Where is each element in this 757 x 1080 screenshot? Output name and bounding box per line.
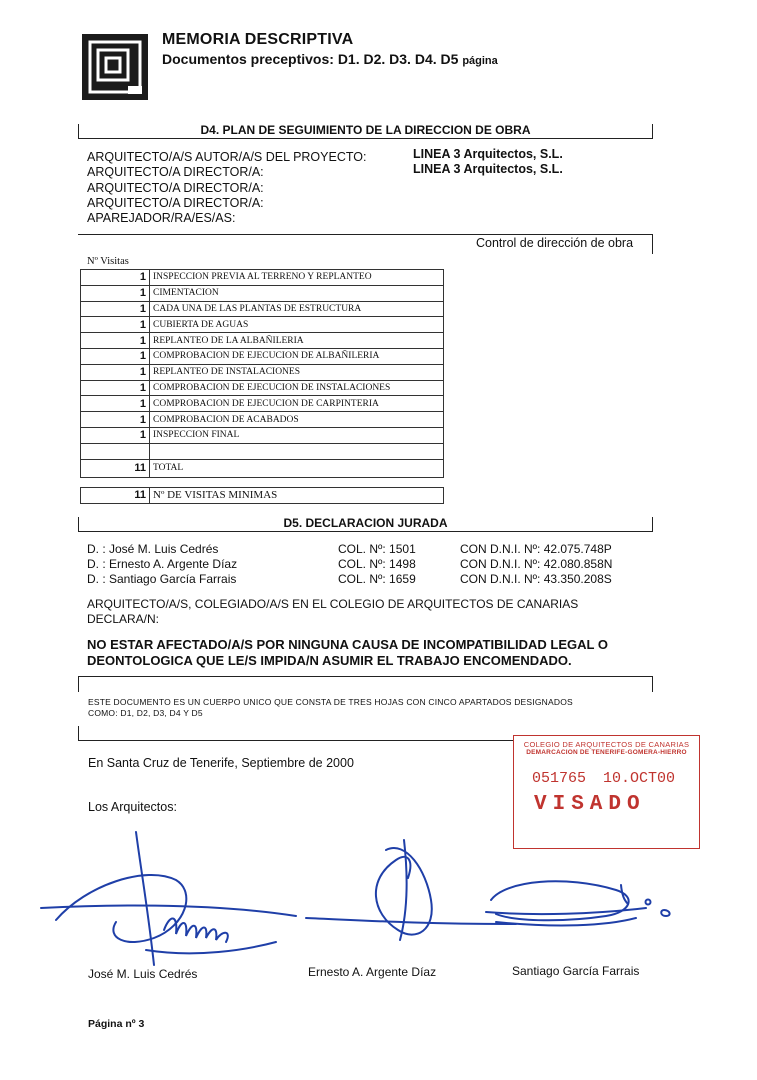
visits-label: INSPECCION FINAL	[150, 427, 444, 443]
roles-list	[87, 150, 366, 226]
visits-count: 1	[81, 427, 150, 443]
table-row	[81, 364, 444, 380]
document-title: MEMORIA DESCRIPTIVA	[162, 31, 354, 48]
visits-count: 1	[81, 364, 150, 380]
table-row	[81, 412, 444, 428]
visits-label: COMPROBACION DE EJECUCION DE CARPINTERIA	[150, 396, 444, 412]
person-name: D. : Santiago García Farrais	[87, 572, 237, 586]
section-rule	[78, 531, 653, 532]
role-value: LINEA 3 Arquitectos, S.L.	[413, 162, 563, 177]
visits-label: Nº DE VISITAS MINIMAS	[150, 488, 444, 504]
table-row	[81, 301, 444, 317]
signatures-drawing	[36, 830, 716, 970]
place-date: En Santa Cruz de Tenerife, Septiembre de 2000	[88, 756, 354, 770]
role-value: LINEA 3 Arquitectos, S.L.	[413, 147, 563, 161]
role-label: APAREJADOR/RA/ES/AS:	[87, 211, 236, 226]
role-values	[413, 147, 563, 178]
visits-count: 1	[81, 317, 150, 333]
visado-stamp: COLEGIO DE ARQUITECTOS DE CANARIAS DEMARCACION DE TENERIFE-GOMERA-HIERRO 051765 10.OCT00 VISADO	[513, 735, 700, 849]
role-label: ARQUITECTO/A/S AUTOR/A/S DEL PROYECTO:	[87, 150, 367, 164]
collegiate-number: COL. Nº: 1659	[338, 572, 416, 586]
signature-stroke	[136, 832, 154, 965]
visits-label: TOTAL	[150, 459, 444, 477]
section-d5-title: D5. DECLARACION JURADA	[283, 516, 448, 530]
visits-count: 1	[81, 270, 150, 286]
stamp-visado: VISADO	[534, 793, 646, 816]
visits-table	[80, 269, 444, 478]
visits-label: INSPECCION PREVIA AL TERRENO Y REPLANTEO	[150, 270, 444, 286]
page-number: Página nº 3	[88, 1018, 145, 1030]
table-row	[81, 270, 444, 286]
visits-count: 1	[81, 380, 150, 396]
blank-cell	[150, 443, 444, 459]
table-row	[81, 427, 444, 443]
control-label: Control de dirección de obra	[476, 236, 634, 250]
dni-number: CON D.N.I. Nº: 42.080.858N	[460, 557, 613, 571]
collegiate-number: COL. Nº: 1498	[338, 557, 416, 571]
signatory-name: José M. Luis Cedrés	[88, 967, 198, 981]
minimum-visits-table	[80, 487, 444, 504]
visits-label: COMPROBACION DE ACABADOS	[150, 412, 444, 428]
visits-count: 11	[81, 488, 150, 504]
note-rule-bottom	[78, 740, 513, 741]
dni-number: CON D.N.I. Nº: 43.350.208S	[460, 572, 612, 586]
declaration-text: ARQUITECTO/A/S, COLEGIADO/A/S EN EL COLEGIO DE ARQUITECTOS DE CANARIAS DECLARA/N:	[87, 597, 579, 626]
table-row	[81, 285, 444, 301]
table-row	[81, 396, 444, 412]
visits-count: 1	[81, 348, 150, 364]
signatory-name: Ernesto A. Argente Díaz	[308, 965, 437, 979]
rule-tick	[78, 726, 79, 740]
role-label: ARQUITECTO/A DIRECTOR/A:	[87, 165, 264, 180]
section-rule	[78, 138, 653, 139]
section-rule	[78, 234, 653, 235]
total-row	[81, 459, 444, 477]
person-name: D. : Ernesto A. Argente Díaz	[87, 557, 238, 571]
role-label: ARQUITECTO/A DIRECTOR/A:	[87, 195, 264, 210]
visits-label: CIMENTACION	[150, 285, 444, 301]
persons-dni	[460, 542, 612, 587]
visits-count: 1	[81, 285, 150, 301]
visits-count: 1	[81, 333, 150, 349]
rule-tick	[652, 234, 653, 254]
signatures-label: Los Arquitectos:	[88, 800, 177, 814]
visits-count: 1	[81, 396, 150, 412]
rule-tick	[652, 676, 653, 692]
visits-label: CADA UNA DE LAS PLANTAS DE ESTRUCTURA	[150, 301, 444, 317]
visits-label: CUBIERTA DE AGUAS	[150, 317, 444, 333]
note-rule-top	[78, 676, 653, 677]
collegiate-number: COL. Nº: 1501	[338, 542, 416, 556]
role-label: ARQUITECTO/A DIRECTOR/A:	[87, 180, 264, 195]
persons-col	[338, 542, 416, 587]
declaration-statement: NO ESTAR AFECTADO/A/S POR NINGUNA CAUSA DE INCOMPATIBILIDAD LEGAL O DEONTOLOGICA QUE LE/S IMPIDA/N ASUMIR EL TRABAJO ENCOMENDADO.	[87, 637, 608, 668]
college-logo	[82, 34, 148, 100]
visits-count: 1	[81, 301, 150, 317]
person-name: D. : José M. Luis Cedrés	[87, 542, 219, 556]
signatory-name: Santiago García Farrais	[512, 964, 640, 978]
rule-tick	[78, 676, 79, 692]
stamp-number: 051765	[532, 770, 587, 787]
table-row	[81, 317, 444, 333]
dni-number: CON D.N.I. Nº: 42.075.748P	[460, 542, 612, 556]
persons-names	[87, 542, 237, 587]
document-subtitle: Documentos preceptivos: D1. D2. D3. D4. D5 página	[162, 51, 498, 67]
stamp-date: 10.OCT00	[603, 770, 676, 787]
table-row	[81, 443, 444, 459]
visits-count: 1	[81, 412, 150, 428]
visits-label: COMPROBACION DE EJECUCION DE INSTALACIONES	[150, 380, 444, 396]
visits-count: 11	[81, 459, 150, 477]
visits-label: REPLANTEO DE LA ALBAÑILERIA	[150, 333, 444, 349]
table-row	[81, 488, 444, 504]
blank-cell	[81, 443, 150, 459]
table-row	[81, 380, 444, 396]
document-note: ESTE DOCUMENTO ES UN CUERPO UNICO QUE CONSTA DE TRES HOJAS CON CINCO APARTADOS DESIGNADOS COMO: D1, D2, D3, D4 Y D5	[88, 697, 573, 718]
table-row	[81, 348, 444, 364]
table-row	[81, 333, 444, 349]
visits-label: REPLANTEO DE INSTALACIONES	[150, 364, 444, 380]
visits-header: Nº Visitas	[87, 256, 129, 267]
visits-label: COMPROBACION DE EJECUCION DE ALBAÑILERIA	[150, 348, 444, 364]
section-d4-title: D4. PLAN DE SEGUIMIENTO DE LA DIRECCION DE OBRA	[200, 123, 531, 137]
